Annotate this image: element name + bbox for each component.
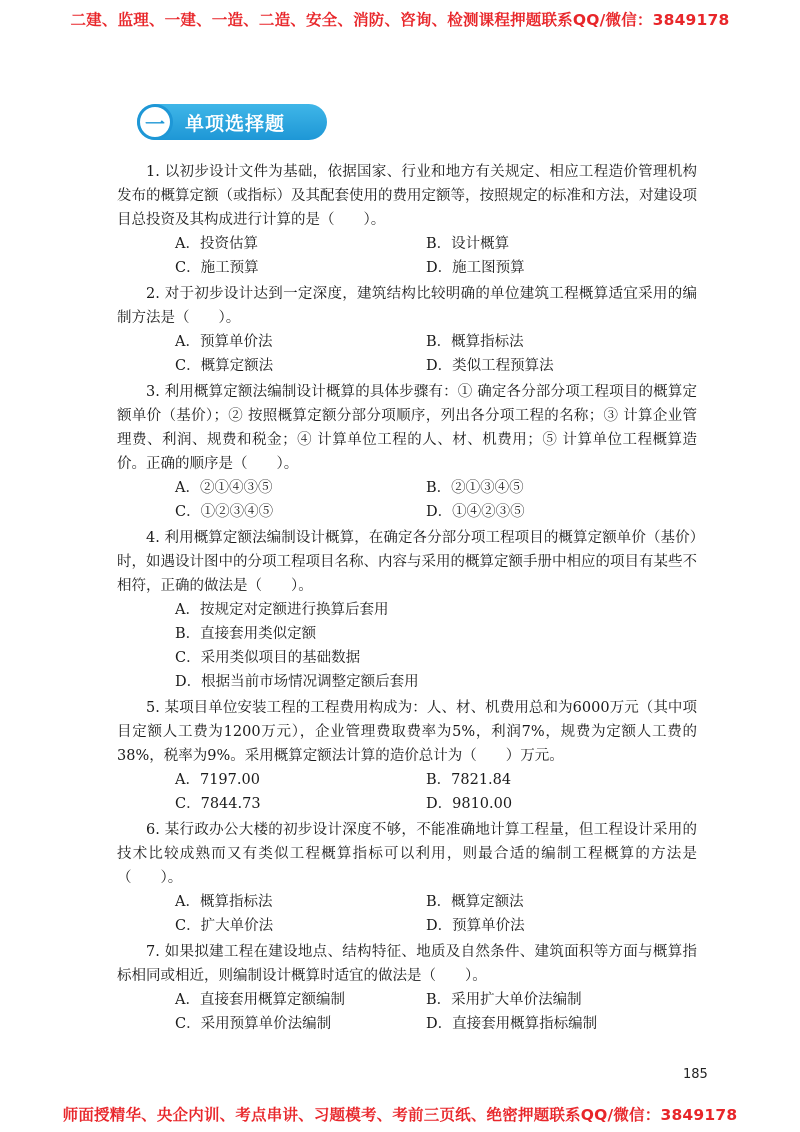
option-c: C．采用预算单价法编制: [175, 1016, 332, 1032]
section-heading: [137, 104, 327, 140]
options: [175, 988, 697, 1036]
option-b: B．直接套用类似定额: [175, 626, 317, 642]
question-stem: 3. 利用概算定额法编制设计概算的具体步骤有：① 确定各分部分项工程项目的概算定额单价（基价）；② 按照概算定额分部分项顺序，列出各分项工程的名称；③ 计算企业管理费、利润、规费和税金；④ 计算单位工程的人、材、机费用；⑤ 计算单位工程概算造价。正确的顺序是（ ）。: [117, 384, 697, 472]
option-c: C．施工预算: [175, 260, 259, 276]
option-b: B．概算指标法: [426, 334, 524, 350]
option-b: B．概算定额法: [426, 894, 524, 910]
question-stem: 1. 以初步设计文件为基础，依据国家、行业和地方有关规定、相应工程造价管理机构发布的概算定额（或指标）及其配套使用的费用定额等，按照规定的标准和方法，对建设项目总投资及其构成进行计算的是（ ）。: [117, 164, 697, 228]
option-c: C．概算定额法: [175, 358, 274, 374]
option-c: C．①②③④⑤: [175, 504, 274, 520]
options: [175, 232, 697, 280]
question-stem: 7. 如果拟建工程在建设地点、结构特征、地质及自然条件、建筑面积等方面与概算指标相同或相近，则编制设计概算时适宜的做法是（ ）。: [117, 944, 697, 984]
question-7: [117, 940, 697, 1036]
option-d: D．①④②③⑤: [426, 504, 525, 520]
option-d: D．9810.00: [426, 796, 513, 812]
option-a: A．②①④③⑤: [175, 480, 273, 496]
options: [175, 768, 697, 816]
question-stem: 2. 对于初步设计达到一定深度，建筑结构比较明确的单位建筑工程概算适宜采用的编制方法是（ ）。: [117, 286, 697, 326]
question-2: [117, 282, 697, 378]
option-a: A．直接套用概算定额编制: [175, 992, 345, 1008]
option-a: A．投资估算: [175, 236, 258, 252]
question-list: [117, 160, 697, 1038]
option-b: B．设计概算: [426, 236, 510, 252]
options: [175, 890, 697, 938]
question-3: [117, 380, 697, 524]
options: [175, 476, 697, 524]
option-a: A．概算指标法: [175, 894, 273, 910]
option-d: D．施工图预算: [426, 260, 525, 276]
option-d: D．直接套用概算指标编制: [426, 1016, 598, 1032]
footer-banner: 师面授精华、央企内训、考点串讲、习题模考、考前三页纸、绝密押题联系QQ/微信：3849178: [62, 1106, 738, 1124]
page-number: 185: [683, 1067, 708, 1082]
option-a: A．7197.00: [175, 772, 260, 788]
option-b: B．采用扩大单价法编制: [426, 992, 582, 1008]
question-4: [117, 526, 697, 694]
option-c: C．采用类似项目的基础数据: [175, 650, 361, 666]
options: [175, 598, 697, 694]
option-a: A．按规定对定额进行换算后套用: [175, 602, 389, 618]
question-stem: 5. 某项目单位安装工程的工程费用构成为：人、材、机费用总和为6000万元（其中项目定额人工费为1200万元），企业管理费取费率为5%，利润7%，规费为定额人工费的38%，税率为9%。采用概算定额法计算的造价总计为（ ）万元。: [117, 700, 697, 764]
option-d: D．类似工程预算法: [426, 358, 554, 374]
question-1: [117, 160, 697, 280]
option-b: B．7821.84: [426, 772, 512, 788]
option-d: D．根据当前市场情况调整定额后套用: [175, 674, 419, 690]
section-title: 单项选择题: [185, 112, 286, 135]
question-5: [117, 696, 697, 816]
question-6: [117, 818, 697, 938]
option-b: B．②①③④⑤: [426, 480, 524, 496]
option-c: C．扩大单价法: [175, 918, 274, 934]
section-number: 一: [137, 104, 173, 140]
option-d: D．预算单价法: [426, 918, 525, 934]
option-a: A．预算单价法: [175, 334, 273, 350]
header-banner: 二建、监理、一建、一造、二造、安全、消防、咨询、检测课程押题联系QQ/微信：3849178: [70, 11, 730, 29]
question-stem: 4. 利用概算定额法编制设计概算，在确定各分部分项工程项目的概算定额单价（基价）时，如遇设计图中的分项工程项目名称、内容与采用的概算定额手册中相应的项目有某些不相符，正确的做法是（ ）。: [117, 530, 697, 594]
options: [175, 330, 697, 378]
question-stem: 6. 某行政办公大楼的初步设计深度不够，不能准确地计算工程量，但工程设计采用的技术比较成熟而又有类似工程概算指标可以利用，则最合适的编制工程概算的方法是（ ）。: [117, 822, 697, 886]
option-c: C．7844.73: [175, 796, 261, 812]
